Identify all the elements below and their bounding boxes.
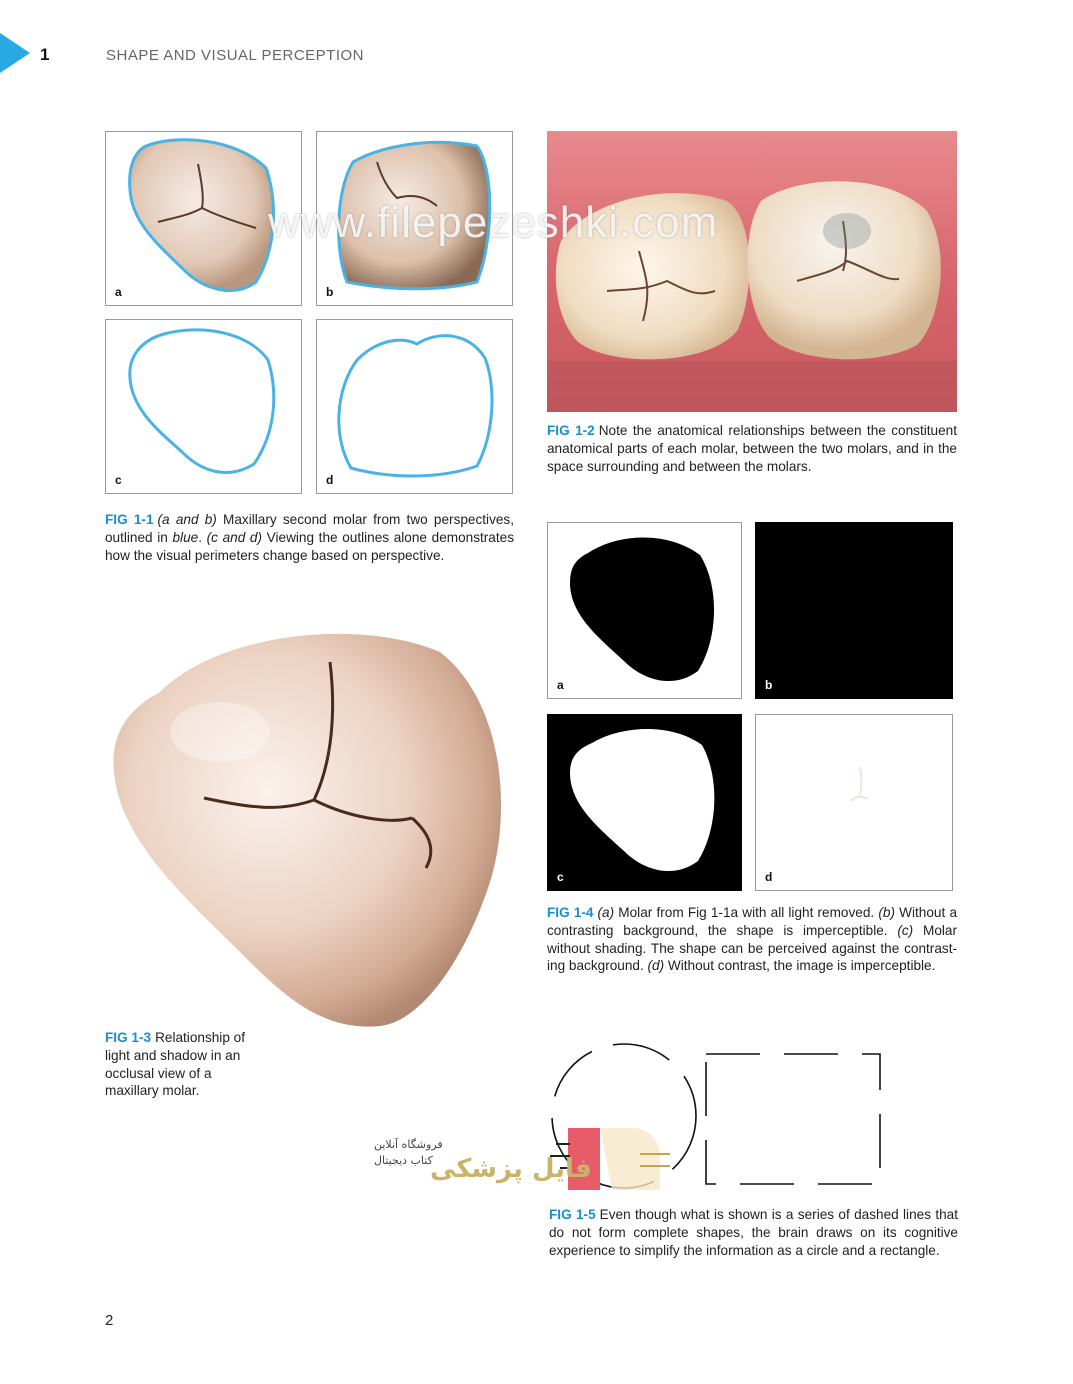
fig1-4-panel-b xyxy=(755,522,953,699)
molar-faint-fissure xyxy=(756,715,952,890)
chapter-number: 1 xyxy=(40,45,50,64)
fig1-1-label-a: a xyxy=(115,285,122,299)
chapter-tab-triangle xyxy=(0,33,30,73)
fig1-4-label-d: d xyxy=(765,870,773,884)
fig1-5-caption: FIG 1-5 Even though what is shown is a series of dashed lines that do not form complete shapes, the brain draws on its cognitive experience to simplify the information as a circle and a rectangle. xyxy=(549,1207,959,1258)
logo-line-1: فروشگاه آنلاین xyxy=(374,1138,443,1151)
fig1-1-label-c: c xyxy=(115,473,122,487)
fig1-3-caption-label: FIG 1-3 xyxy=(105,1030,152,1045)
fig1-3-caption: FIG 1-3 Relationship of light and shadow in an occlusal view of a maxillary molar. xyxy=(105,1030,246,1099)
fig1-5-caption-label: FIG 1-5 xyxy=(549,1207,596,1222)
fig1-2-photo xyxy=(547,131,957,412)
fig1-2-caption: FIG 1-2 Note the anatomical relationships between the constituent anatomical parts of each molar, between the two molars, and in the space surrounding and between the molars. xyxy=(547,423,957,474)
fig1-1-caption: FIG 1-1 (a and b) Maxillary second molar from two perspectives, outlined in blue. (c and d) Viewing the outlines alone demonstrates how the visual perimeters change based on perspective. xyxy=(105,512,515,563)
watermark-text: www.filepezeshki.com xyxy=(268,198,719,247)
store-logo xyxy=(370,1120,690,1200)
running-head: SHAPE AND VISUAL PERCEPTION xyxy=(106,47,365,64)
page-number: 2 xyxy=(105,1312,114,1329)
fig1-1-label-b: b xyxy=(326,285,334,299)
molar-silhouette-white xyxy=(548,715,741,890)
fig1-2-caption-label: FIG 1-2 xyxy=(547,423,595,438)
fig1-4-label-b: b xyxy=(765,678,773,692)
fig1-1-panel-d xyxy=(316,319,513,494)
fig1-3-photo xyxy=(100,622,520,1030)
logo-line-2: کتاب دیجیتال xyxy=(374,1154,433,1167)
molar-silhouette-black xyxy=(548,523,741,698)
fig1-4-caption: FIG 1-4 (a) Molar from Fig 1-1a with all light removed. (b) Without a contrasting background, the shape is imperceptible. (c) Molar without shading. The shape can be perceived against the contrast- ing background. (d) Without contrast, the image is imperceptible. xyxy=(547,905,958,974)
fig1-4-panel-d xyxy=(755,714,953,891)
fig1-1-panel-c xyxy=(105,319,302,494)
molar-outline-c xyxy=(106,320,301,493)
fig1-4-panel-a xyxy=(547,522,742,699)
large-molar-photo xyxy=(100,622,520,1030)
fig1-4-label-a: a xyxy=(557,678,564,692)
fig1-4-caption-label: FIG 1-4 xyxy=(547,905,594,920)
fig1-4-label-c: c xyxy=(557,870,564,884)
logo-brand: فایل پزشکی xyxy=(430,1154,592,1184)
molar-outline-d xyxy=(317,320,512,493)
fig1-1-label-d: d xyxy=(326,473,334,487)
fig1-1-caption-label: FIG 1-1 xyxy=(105,512,154,527)
fig1-4-panel-c xyxy=(547,714,742,891)
two-molars-photo xyxy=(547,131,957,412)
